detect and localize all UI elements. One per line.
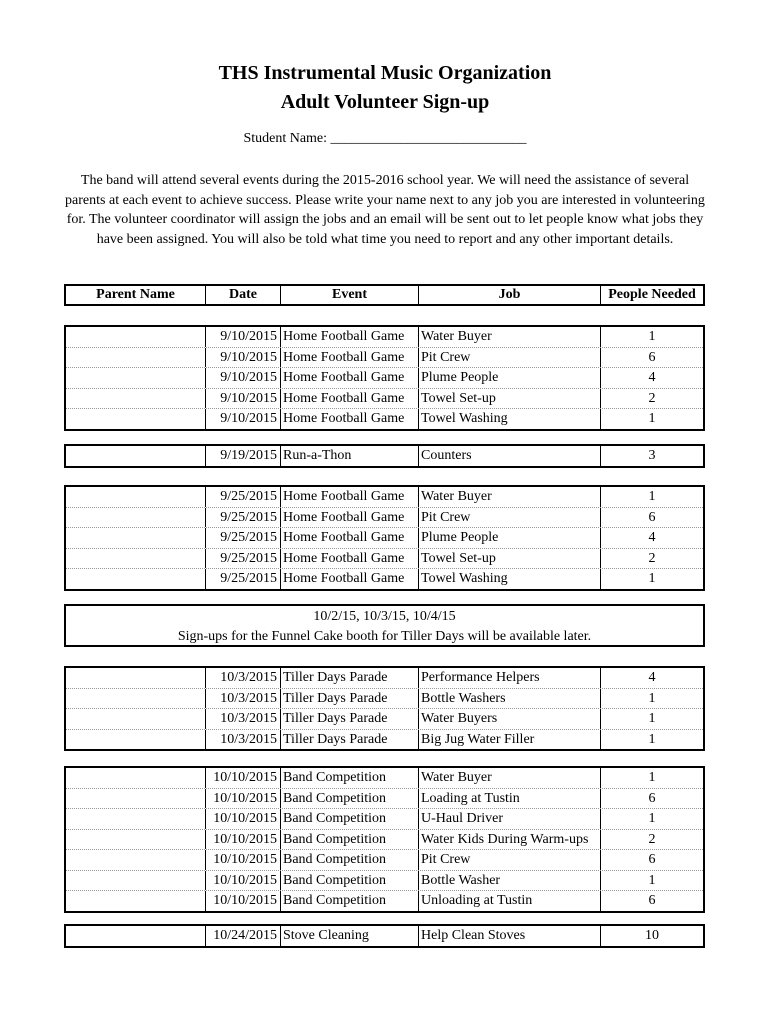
parent-name-cell[interactable] [66,809,205,829]
parent-name-cell[interactable] [66,327,205,347]
signup-group-oct-24 [64,924,705,948]
event-cell: Home Football Game [280,348,418,368]
job-cell: Bottle Washers [418,689,600,709]
table-row [66,527,703,548]
header-job: Job [418,286,600,304]
date-cell: 9/25/2015 [205,528,280,548]
date-cell: 10/10/2015 [205,768,280,788]
parent-name-cell[interactable] [66,569,205,589]
date-cell: 10/10/2015 [205,809,280,829]
people-needed-cell: 4 [600,528,703,548]
student-name-line[interactable] [0,130,770,148]
job-cell: Water Buyers [418,709,600,729]
student-name-blank[interactable]: ____________________________ [330,131,527,146]
signup-group-sept-19 [64,444,705,468]
date-cell: 10/24/2015 [205,926,280,946]
date-cell: 10/10/2015 [205,789,280,809]
date-cell: 9/25/2015 [205,569,280,589]
job-cell: Water Buyer [418,327,600,347]
table-row [66,708,703,729]
job-cell: Towel Set-up [418,549,600,569]
table-row [66,388,703,409]
table-row [66,849,703,870]
people-needed-cell: 1 [600,689,703,709]
table-row [66,890,703,911]
parent-name-cell[interactable] [66,830,205,850]
job-cell: Loading at Tustin [418,789,600,809]
date-cell: 10/3/2015 [205,730,280,750]
event-cell: Run-a-Thon [280,446,418,466]
people-needed-cell: 1 [600,730,703,750]
signup-group-oct-3 [64,666,705,751]
event-cell: Tiller Days Parade [280,730,418,750]
date-cell: 10/3/2015 [205,668,280,688]
event-cell: Tiller Days Parade [280,689,418,709]
table-row [66,408,703,429]
event-cell: Band Competition [280,871,418,891]
table-row [66,729,703,750]
job-cell: Performance Helpers [418,668,600,688]
header-parent-name: Parent Name [96,287,175,302]
job-cell: Help Clean Stoves [418,926,600,946]
date-cell: 9/25/2015 [205,549,280,569]
parent-name-cell[interactable] [66,926,205,946]
job-cell: Plume People [418,368,600,388]
event-cell: Home Football Game [280,569,418,589]
intro-paragraph: The band will attend several events during the 2015-2016 school year. We will need the assistance of several parents at each event to achieve success. Please write your name next to any job you are interested in volunteering for. The volunteer coordinator will assign the jobs and an email will be sent out to let people know what jobs they have been assigned. You will also be told what time you need to report and any other important details. [65,173,705,247]
table-row [66,327,703,347]
table-row [66,926,703,946]
table-row [66,487,703,507]
table-row [66,367,703,388]
date-cell: 10/10/2015 [205,891,280,911]
date-cell: 9/19/2015 [205,446,280,466]
job-cell: Bottle Washer [418,871,600,891]
parent-name-cell[interactable] [66,528,205,548]
job-cell: Water Buyer [418,768,600,788]
table-row [66,568,703,589]
funnel-cake-note [64,604,705,647]
table-row [66,870,703,891]
job-cell: Towel Washing [418,409,600,429]
event-cell: Home Football Game [280,409,418,429]
people-needed-cell: 6 [600,348,703,368]
parent-name-cell[interactable] [66,871,205,891]
job-cell: Plume People [418,528,600,548]
table-row [66,829,703,850]
signup-group-sept-25 [64,485,705,591]
parent-name-cell[interactable] [66,348,205,368]
table-row [66,507,703,528]
parent-name-cell[interactable] [66,730,205,750]
job-cell: Towel Washing [418,569,600,589]
event-cell: Band Competition [280,850,418,870]
parent-name-cell[interactable] [66,549,205,569]
date-cell: 9/10/2015 [205,368,280,388]
date-cell: 10/10/2015 [205,850,280,870]
job-cell: Unloading at Tustin [418,891,600,911]
parent-name-cell[interactable] [66,487,205,507]
header-date: Date [205,286,280,304]
table-row [66,446,703,466]
parent-name-cell[interactable] [66,368,205,388]
date-cell: 10/10/2015 [205,871,280,891]
people-needed-cell: 6 [600,508,703,528]
people-needed-cell: 2 [600,389,703,409]
event-cell: Home Football Game [280,508,418,528]
event-cell: Home Football Game [280,528,418,548]
document-title: THS Instrumental Music Organization [218,62,552,84]
header-people-needed: People Needed [600,286,703,304]
parent-name-cell[interactable] [66,389,205,409]
event-cell: Tiller Days Parade [280,709,418,729]
table-row [66,668,703,688]
event-cell: Band Competition [280,789,418,809]
people-needed-cell: 1 [600,569,703,589]
event-cell: Home Football Game [280,389,418,409]
table-row [66,768,703,788]
date-cell: 9/25/2015 [205,508,280,528]
people-needed-cell: 1 [600,809,703,829]
job-cell: Towel Set-up [418,389,600,409]
parent-name-cell[interactable] [66,891,205,911]
event-cell: Band Competition [280,891,418,911]
people-needed-cell: 6 [600,850,703,870]
people-needed-cell: 2 [600,549,703,569]
people-needed-cell: 6 [600,891,703,911]
column-header-row [64,284,705,306]
event-cell: Home Football Game [280,549,418,569]
people-needed-cell: 4 [600,668,703,688]
event-cell: Band Competition [280,830,418,850]
parent-name-cell[interactable] [66,850,205,870]
date-cell: 9/10/2015 [205,327,280,347]
date-cell: 9/10/2015 [205,348,280,368]
signup-group-sept-10 [64,325,705,431]
parent-name-cell[interactable] [66,709,205,729]
signup-group-oct-10 [64,766,705,913]
date-cell: 10/3/2015 [205,709,280,729]
date-cell: 10/3/2015 [205,689,280,709]
event-cell: Stove Cleaning [280,926,418,946]
event-cell: Tiller Days Parade [280,668,418,688]
people-needed-cell: 2 [600,830,703,850]
people-needed-cell: 1 [600,768,703,788]
date-cell: 9/10/2015 [205,389,280,409]
funnel-cake-dates: 10/2/15, 10/3/15, 10/4/15 [313,609,456,624]
people-needed-cell: 3 [600,446,703,466]
people-needed-cell: 1 [600,709,703,729]
event-cell: Band Competition [280,809,418,829]
job-cell: Counters [418,446,600,466]
parent-name-cell[interactable] [66,446,205,466]
people-needed-cell: 4 [600,368,703,388]
people-needed-cell: 1 [600,487,703,507]
event-cell: Band Competition [280,768,418,788]
people-needed-cell: 10 [600,926,703,946]
job-cell: Pit Crew [418,508,600,528]
date-cell: 9/10/2015 [205,409,280,429]
table-row [66,548,703,569]
table-row [66,788,703,809]
event-cell: Home Football Game [280,487,418,507]
people-needed-cell: 1 [600,409,703,429]
document-subtitle: Adult Volunteer Sign-up [280,91,490,113]
job-cell: Water Buyer [418,487,600,507]
table-row [66,808,703,829]
job-cell: Water Kids During Warm-ups [418,830,600,850]
people-needed-cell: 6 [600,789,703,809]
date-cell: 9/25/2015 [205,487,280,507]
parent-name-cell[interactable] [66,789,205,809]
job-cell: Pit Crew [418,850,600,870]
parent-name-cell[interactable] [66,508,205,528]
table-row [66,688,703,709]
event-cell: Home Football Game [280,368,418,388]
parent-name-cell[interactable] [66,689,205,709]
funnel-cake-text: Sign-ups for the Funnel Cake booth for Tiller Days will be available later. [177,628,592,644]
event-cell: Home Football Game [280,327,418,347]
people-needed-cell: 1 [600,871,703,891]
people-needed-cell: 1 [600,327,703,347]
job-cell: Big Jug Water Filler [418,730,600,750]
table-row [66,347,703,368]
job-cell: Pit Crew [418,348,600,368]
job-cell: U-Haul Driver [418,809,600,829]
date-cell: 10/10/2015 [205,830,280,850]
parent-name-cell[interactable] [66,668,205,688]
parent-name-cell[interactable] [66,768,205,788]
student-name-label: Student Name: [243,131,328,146]
header-event: Event [280,286,418,304]
parent-name-cell[interactable] [66,409,205,429]
